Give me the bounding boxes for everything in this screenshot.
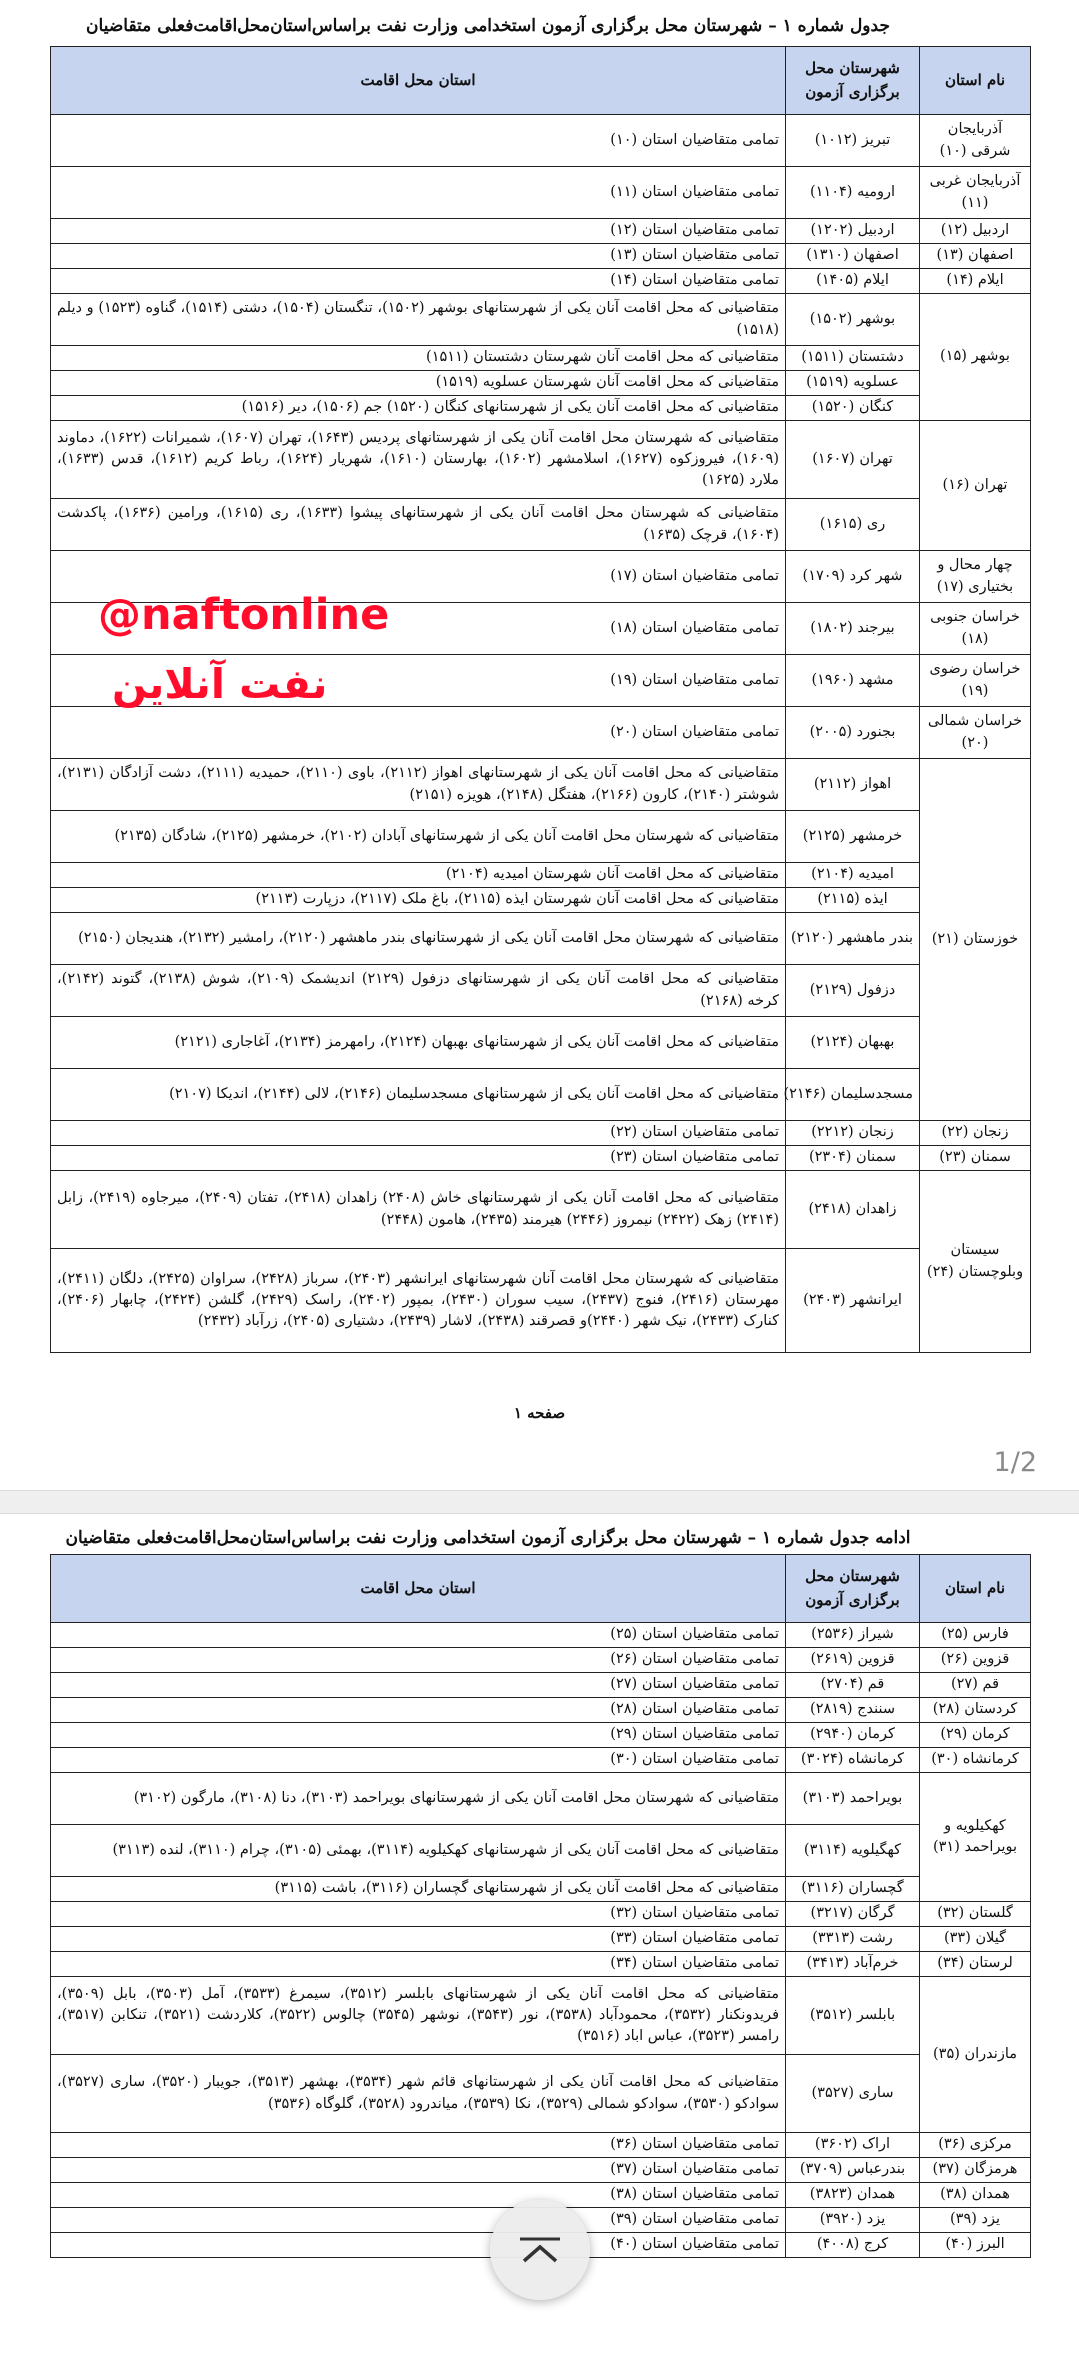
residence-cell: متقاضیانی که محل اقامت آنان یکی از شهرستانهای بابلسر (۳۵۱۲)، سیمرغ (۳۵۳۳)، آمل (۳۵۰۳)، بابل (۳۵۰۹)، فریدونکنار (۳۵۳۲)، محمودآباد (۳۵۳۸)، نور (۳۵۴۳)، نوشهر (۳۵۴۵) چالوس (۳۵۲۲)، کلاردشت (۳۵۲۱)، تنکابن (۳۵۱۷)، رامسر (۳۵۲۳)، عباس اباد (۳۵۱۶) (51, 1977, 786, 2055)
exam-city-cell: تهران (۱۶۰۷) (786, 421, 920, 499)
residence-cell: متقاضیانی که محل اقامت آنان یکی از شهرستانهای قائم شهر (۳۵۳۴)، بهشهر (۳۵۱۳)، جویبار (۳۵۲۰)، ساری (۳۵۲۷)، سوادکو (۳۵۳۰)، سوادکو شمالی (۳۵۲۹)، نکا (۳۵۳۹)، میاندرود (۳۵۲۸)، گلوگاه (۳۵۳۶) (51, 2055, 786, 2133)
residence-cell: تمامی متقاضیان استان (۲۶) (51, 1648, 786, 1673)
table-row (51, 1146, 1031, 1171)
province-cell: مرکزی (۳۶) (920, 2133, 1031, 2158)
table-row (51, 167, 1031, 219)
table-row (51, 1249, 1031, 1353)
residence-cell: متقاضیانی که شهرستان محل اقامت آنان یکی از شهرستانهای پردیس (۱۶۴۳)، تهران (۱۶۰۷)، شمیرانات (۱۶۲۲)، دماوند (۱۶۰۹)، فیروزکوه (۱۶۲۷)، اسلامشهر (۱۶۰۲)، بهارستان (۱۶۱۰)، شهریار (۱۶۲۴)، رباط کریم (۱۶۱۲)، قدس (۱۶۳۳)، ملارد (۱۶۲۵) (51, 421, 786, 499)
residence-cell: متقاضیانی که محل اقامت آنان یکی از شهرستانهای بهبهان (۲۱۲۴)، رامهرمز (۲۱۳۴)، آغاجاری (۲۱۲۱) (51, 1017, 786, 1069)
exam-city-cell: خرمشهر (۲۱۲۵) (786, 811, 920, 863)
residence-cell: تمامی متقاضیان استان (۲۵) (51, 1623, 786, 1648)
province-cell: خراسان شمالی (۲۰) (920, 707, 1031, 759)
exam-city-cell: گچساران (۳۱۱۶) (786, 1877, 920, 1902)
province-cell: گلستان (۳۲) (920, 1902, 1031, 1927)
exam-city-cell: عسلویه (۱۵۱۹) (786, 371, 920, 396)
province-cell: البرز (۴۰) (920, 2233, 1031, 2258)
residence-cell: متقاضیانی که محل اقامت آنان یکی از شهرستانهای کنگان (۱۵۲۰) جم (۱۵۰۶)، دیر (۱۵۱۶) (51, 396, 786, 421)
exam-city-cell: کرمانشاه (۳۰۲۴) (786, 1748, 920, 1773)
exam-city-cell: بندرعباس (۳۷۰۹) (786, 2158, 920, 2183)
residence-cell: تمامی متقاضیان استان (۲۹) (51, 1723, 786, 1748)
table-row (51, 371, 1031, 396)
exam-city-cell: قم (۲۷۰۴) (786, 1673, 920, 1698)
province-cell: کرمانشاه (۳۰) (920, 1748, 1031, 1773)
exam-city-cell: بویراحمد (۳۱۰۳) (786, 1773, 920, 1825)
province-cell: خراسان رضوی (۱۹) (920, 655, 1031, 707)
table-row (51, 421, 1031, 499)
residence-cell: تمامی متقاضیان استان (۱۴) (51, 269, 786, 294)
table-row (51, 707, 1031, 759)
table-row (51, 1977, 1031, 2055)
exam-city-cell: اراک (۳۶۰۲) (786, 2133, 920, 2158)
table-row (51, 396, 1031, 421)
residence-cell: تمامی متقاضیان استان (۴۰) (51, 2233, 786, 2258)
header-residence: استان محل اقامت (51, 1555, 786, 1623)
province-cell: گیلان (۳۳) (920, 1927, 1031, 1952)
residence-cell: تمامی متقاضیان استان (۲۷) (51, 1673, 786, 1698)
table-row (51, 1952, 1031, 1977)
residence-cell: تمامی متقاضیان استان (۳۲) (51, 1902, 786, 1927)
residence-cell: متقاضیانی که محل اقامت آنان شهرستان ایذه (۲۱۱۵)، باغ ملک (۲۱۱۷)، دزپارت (۲۱۱۳) (51, 888, 786, 913)
table-row (51, 1902, 1031, 1927)
header-exam-city: شهرستان محل برگزاری آزمون (786, 47, 920, 115)
residence-cell: تمامی متقاضیان استان (۳۴) (51, 1952, 786, 1977)
table-row (51, 219, 1031, 244)
header-province: نام استان (920, 1555, 1031, 1623)
province-cell: خوزستان (۲۱) (920, 759, 1031, 1121)
table-row (51, 1121, 1031, 1146)
exam-city-cell: تبریز (۱۰۱۲) (786, 115, 920, 167)
exam-city-cell: بوشهر (۱۵۰۲) (786, 294, 920, 346)
exam-city-cell: گرگان (۳۲۱۷) (786, 1902, 920, 1927)
province-cell: خراسان جنوبی (۱۸) (920, 603, 1031, 655)
table-row (51, 346, 1031, 371)
residence-cell: متقاضیانی که شهرستان محل اقامت آنان یکی از شهرستانهای آبادان (۲۱۰۲)، خرمشهر (۲۱۲۵)، شادگان (۲۱۳۵) (51, 811, 786, 863)
province-cell: آذربایجان شرقی (۱۰) (920, 115, 1031, 167)
province-cell: فارس (۲۵) (920, 1623, 1031, 1648)
province-cell: اردبیل (۱۲) (920, 219, 1031, 244)
exam-city-cell: مسجدسلیمان (۲۱۴۶) (786, 1069, 920, 1121)
watermark-name: نفت آنلاین (112, 660, 328, 708)
residence-cell: تمامی متقاضیان استان (۲۸) (51, 1698, 786, 1723)
table-row (51, 965, 1031, 1017)
residence-cell: تمامی متقاضیان استان (۱۱) (51, 167, 786, 219)
table-title-continued: ادامه جدول شماره ۱ – شهرستان محل برگزاری آزمون استخدامی وزارت نفت براساس‌استان‌محل‌اقامت‌فعلی متقاضیان (65, 1528, 911, 1548)
exam-city-cell: ارومیه (۱۱۰۴) (786, 167, 920, 219)
table-row (51, 244, 1031, 269)
province-cell: همدان (۳۸) (920, 2183, 1031, 2208)
exam-city-cell: ساری (۳۵۲۷) (786, 2055, 920, 2133)
province-cell: زنجان (۲۲) (920, 1121, 1031, 1146)
table-row (51, 1927, 1031, 1952)
exam-city-cell: مشهد (۱۹۶۰) (786, 655, 920, 707)
table-row (51, 1648, 1031, 1673)
province-cell: هرمزگان (۳۷) (920, 2158, 1031, 2183)
exam-city-cell: قزوین (۲۶۱۹) (786, 1648, 920, 1673)
table-row (51, 499, 1031, 551)
exam-city-cell: زنجان (۲۲۱۲) (786, 1121, 920, 1146)
residence-cell: تمامی متقاضیان استان (۱۰) (51, 115, 786, 167)
exam-city-cell: ایذه (۲۱۱۵) (786, 888, 920, 913)
table-row (51, 115, 1031, 167)
exam-city-cell: کرج (۴۰۰۸) (786, 2233, 920, 2258)
exam-city-cell: سمنان (۲۳۰۴) (786, 1146, 920, 1171)
residence-cell: تمامی متقاضیان استان (۳۹) (51, 2208, 786, 2233)
province-cell: کردستان (۲۸) (920, 1698, 1031, 1723)
province-cell: کهکیلویه و بویراحمد (۳۱) (920, 1773, 1031, 1902)
table-row (51, 294, 1031, 346)
province-cell: اصفهان (۱۳) (920, 244, 1031, 269)
page-counter: 1/2 (993, 1447, 1037, 1478)
residence-cell: متقاضیانی که محل اقامت آنان شهرستان دشتستان (۱۵۱۱) (51, 346, 786, 371)
exam-city-cell: ری (۱۶۱۵) (786, 499, 920, 551)
residence-cell: تمامی متقاضیان استان (۱۹) (51, 655, 786, 707)
page-separator (0, 1490, 1079, 1514)
residence-cell: تمامی متقاضیان استان (۳۰) (51, 1748, 786, 1773)
watermark-handle: @naftonline (98, 590, 390, 640)
chevron-up-icon (520, 2236, 560, 2264)
exam-city-cell: رشت (۳۳۱۳) (786, 1927, 920, 1952)
exam-city-cell: اردبیل (۱۲۰۲) (786, 219, 920, 244)
table-row (51, 1698, 1031, 1723)
table-row (51, 1069, 1031, 1121)
province-cell: ایلام (۱۴) (920, 269, 1031, 294)
province-cell: قزوین (۲۶) (920, 1648, 1031, 1673)
residence-cell: تمامی متقاضیان استان (۳۶) (51, 2133, 786, 2158)
exam-city-cell: بهبهان (۲۱۲۴) (786, 1017, 920, 1069)
table-row (51, 1825, 1031, 1877)
province-cell: تهران (۱۶) (920, 421, 1031, 551)
exam-city-cell: همدان (۳۸۲۳) (786, 2183, 920, 2208)
exam-city-cell: ایرانشهر (۲۴۰۳) (786, 1249, 920, 1353)
table-row (51, 759, 1031, 811)
header-exam-city: شهرستان محل برگزاری آزمون (786, 1555, 920, 1623)
residence-cell: تمامی متقاضیان استان (۳۸) (51, 2183, 786, 2208)
residence-cell: تمامی متقاضیان استان (۲۲) (51, 1121, 786, 1146)
exam-city-cell: خرم‌آباد (۳۴۱۳) (786, 1952, 920, 1977)
exam-city-cell: کنگان (۱۵۲۰) (786, 396, 920, 421)
residence-cell: متقاضیانی که محل اقامت آنان شهرستان عسلویه (۱۵۱۹) (51, 371, 786, 396)
residence-cell: تمامی متقاضیان استان (۳۷) (51, 2158, 786, 2183)
table-row (51, 1623, 1031, 1648)
exam-city-cell: دشتستان (۱۵۱۱) (786, 346, 920, 371)
table-row (51, 1748, 1031, 1773)
province-cell: یزد (۳۹) (920, 2208, 1031, 2233)
exam-city-cell: شیراز (۲۵۳۶) (786, 1623, 920, 1648)
residence-cell: متقاضیانی که شهرستان محل اقامت آنان یکی از شهرستانهای بندر ماهشهر (۲۱۲۰)، رامشیر (۲۱۳۲)، هندیجان (۲۱۵۰) (51, 913, 786, 965)
table-row (51, 2158, 1031, 2183)
residence-cell: متقاضیانی که محل اقامت آنان یکی از شهرستانهای گچساران (۳۱۱۶)، باشت (۳۱۱۵) (51, 1877, 786, 1902)
residence-cell: تمامی متقاضیان استان (۱۲) (51, 219, 786, 244)
exam-city-cell: کهگیلویه (۳۱۱۴) (786, 1825, 920, 1877)
exam-city-cell: بیرجند (۱۸۰۲) (786, 603, 920, 655)
residence-cell: متقاضیانی که محل اقامت آنان یکی از شهرستانهای کهکیلویه (۳۱۱۴)، بهمئی (۳۱۰۵)، چرام (۳۱۱۰)، لنده (۳۱۱۳) (51, 1825, 786, 1877)
residence-cell: متقاضیانی که محل اقامت آنان شهرستان امیدیه (۲۱۰۴) (51, 863, 786, 888)
province-cell: قم (۲۷) (920, 1673, 1031, 1698)
table-row (51, 1673, 1031, 1698)
province-cell: چهار محال و بختیاری (۱۷) (920, 551, 1031, 603)
table-row (51, 1877, 1031, 1902)
province-cell: سمنان (۲۳) (920, 1146, 1031, 1171)
residence-cell: تمامی متقاضیان استان (۱۸) (51, 603, 786, 655)
table-row (51, 2133, 1031, 2158)
province-cell: کرمان (۲۹) (920, 1723, 1031, 1748)
residence-cell: تمامی متقاضیان استان (۳۳) (51, 1927, 786, 1952)
residence-cell: متقاضیانی که محل اقامت آنان یکی از شهرستانهای خاش (۲۴۰۸) زاهدان (۲۴۱۸)، تفتان (۲۴۰۹)، میرجاوه (۲۴۱۹)، زابل (۲۴۱۴) زهک (۲۴۲۲) نیمروز (۲۴۴۶) هیرمند (۲۴۳۵)، هامون (۲۴۴۸) (51, 1171, 786, 1249)
exam-city-cell: بابلسر (۳۵۱۲) (786, 1977, 920, 2055)
table-row (51, 888, 1031, 913)
exam-city-cell: زاهدان (۲۴۱۸) (786, 1171, 920, 1249)
exam-city-cell: دزفول (۲۱۲۹) (786, 965, 920, 1017)
province-cell: آذربایجان غربی (۱۱) (920, 167, 1031, 219)
residence-cell: متقاضیانی که محل اقامت آنان یکی از شهرستانهای مسجدسلیمان (۲۱۴۶)، لالی (۲۱۴۴)، اندیکا (۲۱۰۷) (51, 1069, 786, 1121)
exam-city-cell: کرمان (۲۹۴۰) (786, 1723, 920, 1748)
table-row (51, 863, 1031, 888)
residence-cell: تمامی متقاضیان استان (۲۰) (51, 707, 786, 759)
exam-city-cell: امیدیه (۲۱۰۴) (786, 863, 920, 888)
residence-cell: تمامی متقاضیان استان (۱۷) (51, 551, 786, 603)
residence-cell: متقاضیانی که محل اقامت آنان یکی از شهرستانهای اهواز (۲۱۱۲)، باوی (۲۱۱۰)، حمیدیه (۲۱۱۱)، دشت آزادگان (۲۱۳۱)، شوشتر (۲۱۴۰)، کارون (۲۱۶۶)، هفتگل (۲۱۴۸)، هویزه (۲۱۵۱) (51, 759, 786, 811)
table-row (51, 269, 1031, 294)
exam-city-cell: سنندج (۲۸۱۹) (786, 1698, 920, 1723)
residence-cell: متقاضیانی که محل اقامت آنان یکی از شهرستانهای دزفول (۲۱۲۹) اندیشمک (۲۱۰۹)، شوش (۲۱۳۸)، گتوند (۲۱۴۲)، کرخه (۲۱۶۸) (51, 965, 786, 1017)
province-cell: بوشهر (۱۵) (920, 294, 1031, 421)
table-row (51, 1773, 1031, 1825)
exam-city-cell: ایلام (۱۴۰۵) (786, 269, 920, 294)
province-cell: لرستان (۳۴) (920, 1952, 1031, 1977)
scroll-to-top-button[interactable] (490, 2200, 590, 2300)
exam-city-cell: یزد (۳۹۲۰) (786, 2208, 920, 2233)
table-title: جدول شماره ۱ – شهرستان محل برگزاری آزمون استخدامی وزارت نفت براساس‌استان‌محل‌اقامت‌فعلی متقاضیان (86, 16, 890, 36)
residence-cell: متقاضیانی که محل اقامت آنان یکی از شهرستانهای بوشهر (۱۵۰۲)، تنگستان (۱۵۰۴)، دشتی (۱۵۱۴)، گناوه (۱۵۲۳) و دیلم (۱۵۱۸) (51, 294, 786, 346)
table-row (51, 1171, 1031, 1249)
exam-city-cell: اصفهان (۱۳۱۰) (786, 244, 920, 269)
province-cell: سیستان وبلوچستان (۲۴) (920, 1171, 1031, 1353)
residence-cell: متقاضیانی که شهرستان محل اقامت آنان شهرستانهای ایرانشهر (۲۴۰۳)، سرباز (۲۴۲۸)، سراوان (۲۴۲۵)، دلگان (۲۴۱۱)، مهرستان (۲۴۱۶)، فنوج (۲۴۳۷)، سیب سوران (۲۴۳۰)، بمپور (۲۴۰۲)، راسک (۲۴۲۹)، گلشن (۲۴۲۴)، چابهار (۲۴۰۶)، کنارک (۲۴۳۳)، نیک شهر (۲۴۴۰)و قصرقند (۲۴۳۸)، لاشار (۲۴۳۹)، دشتیاری (۲۴۰۵)، زرآباد (۲۴۳۲) (51, 1249, 786, 1353)
province-cell: مازندران (۳۵) (920, 1977, 1031, 2133)
exam-city-cell: شهر کرد (۱۷۰۹) (786, 551, 920, 603)
exam-city-table-continued (50, 1554, 1031, 2258)
exam-city-cell: بندر ماهشهر (۲۱۲۰) (786, 913, 920, 965)
table-row (51, 1723, 1031, 1748)
table-row (51, 913, 1031, 965)
table-row (51, 2055, 1031, 2133)
header-province: نام استان (920, 47, 1031, 115)
page-number: صفحه ۱ (513, 1404, 566, 1422)
residence-cell: متقاضیانی که شهرستان محل اقامت آنان یکی از شهرستانهای پیشوا (۱۶۳۳)، ری (۱۶۱۵)، ورامین (۱۶۳۶)، پاکدشت (۱۶۰۴)، قرچک (۱۶۳۵) (51, 499, 786, 551)
header-residence: استان محل اقامت (51, 47, 786, 115)
residence-cell: متقاضیانی که شهرستان محل اقامت آنان یکی از شهرستانهای بویراحمد (۳۱۰۳)، دنا (۳۱۰۸)، مارگون (۳۱۰۲) (51, 1773, 786, 1825)
residence-cell: تمامی متقاضیان استان (۱۳) (51, 244, 786, 269)
residence-cell: تمامی متقاضیان استان (۲۳) (51, 1146, 786, 1171)
exam-city-cell: اهواز (۲۱۱۲) (786, 759, 920, 811)
table-row (51, 1017, 1031, 1069)
exam-city-cell: بجنورد (۲۰۰۵) (786, 707, 920, 759)
table-row (51, 811, 1031, 863)
